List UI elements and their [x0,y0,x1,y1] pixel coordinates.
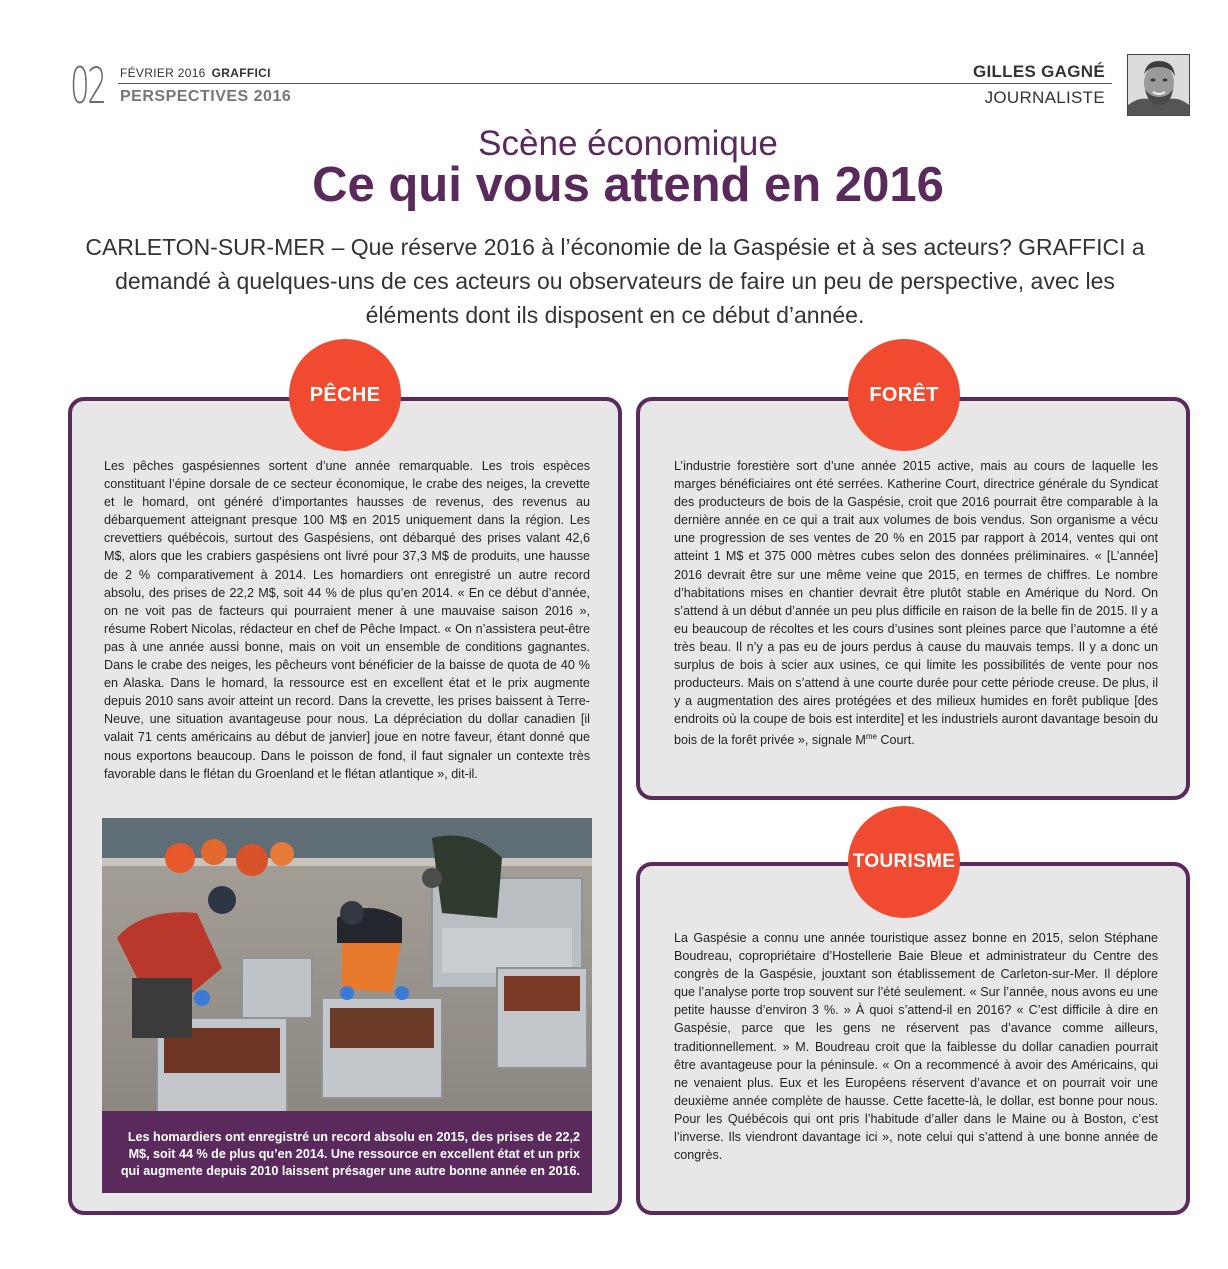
author-role: JOURNALISTE [984,88,1105,107]
issue-date [120,66,271,80]
tourisme-text: La Gaspésie a connu une année touristique assez bonne en 2015, selon Stéphane Boudreau, copropriétaire d’Hostellerie Baie Bleue et administrateur du Centre des congrès de la Gaspésie, jouxtant son établissement de Carleton-sur-Mer. Il déplore que l’analyse porte trop souvent sur l’été seulement. « Sur l’année, nous avons eu une petite hausse d’environ 3 %. » À quoi s’attend-il en 2016? « C’est difficile à dire en Gaspésie, parce que les gens ne réservent pas d’avance comme ailleurs, traditionnellement. » M. Boudreau croit que la faiblesse du dollar canadien pourrait être avantageuse pour la péninsule. « On a recommencé à avoir des Américains, qui ne venaient plus. Eux et les Européens réservent d’avance et on pourrait voir une deuxième année complète de hausse. Cette facette-là, le dollar, est bonne pour nous. Pour les Québécois qui ont pris l’habitude d’aller dans le Maine ou à Boston, c’est l’inverse. Ils viendront davantage ici », note celui qui s’attend à une bonne année de congrès. [674,931,1158,1163]
page-number: 02 [70,57,105,115]
foret-text-end: Court. [876,733,915,748]
foret-badge: FORÊT [848,339,960,451]
header-rule [118,83,1112,84]
foret-text-superscript: me [865,732,877,742]
article-kicker: Scène économique [478,124,778,163]
article-lead: CARLETON-SUR-MER – Que réserve 2016 à l’économie de la Gaspésie et à ses acteurs? GRAFFICI a demandé à quelques-uns de ces acteurs ou observateurs de faire un peu de perspective, avec les éléments dont ils disposent en ce début d’année. [85,234,1145,328]
article-headline: Ce qui vous attend en 2016 [312,158,944,212]
author-portrait-icon [1127,54,1190,116]
peche-badge: PÊCHE [289,339,401,451]
author-name: GILLES GAGNÉ [972,62,1105,81]
foret-text [674,457,1158,750]
publication-name: GRAFFICI [211,66,271,80]
tourisme-badge: TOURISME [848,806,960,918]
section-name: PERSPECTIVES 2016 [120,88,292,105]
foret-text-main: L’industrie forestière sort d’une année 2015 active, mais au cours de laquelle les marges bénéficiaires ont été serrées. Katherine Court, directrice générale du Syndicat des producteurs de bois de la Gaspésie, croit que 2016 pourrait être comparable à la dernière année en ce qui a trait aux volumes de bois vendus. Son organisme a vécu une progression de ses ventes de 20 % en 2015 par rapport à 2014, ventes qui ont atteint 1 M$ et 375 000 mètres cubes selon des données préliminaires. « [L’année] 2016 devrait être sur une même veine que 2015, en termes de chiffres. Le nombre d’habitations mises en chantier devrait être plutôt stable en Amérique du Nord. On s’attend à un début d’année un peu plus difficile en raison de la belle fin de 2015. Il y a eu beaucoup de récoltes et les cours d’usines sont pleines parce que l’automne a été très beau. Il n’y a pas eu de jours perdus à cause du mauvais temps. Il y a donc un surplus de bois à scier aux usines, ce qui limite les possibilités de vente pour nos producteurs. Mais on s’attend à une courte durée pour cette période creuse. De plus, il y a augmentation des aires protégées et des milieux humides en forêt publique [des endroits où la coupe de bois est interdite] et les industriels auront davantage besoin du bois de la forêt privée », signale M [674,459,1158,748]
issue-date-text: FÉVRIER 2016 [120,66,206,80]
peche-text: Les pêches gaspésiennes sortent d’une année remarquable. Les trois espèces constituant l’épine dorsale de ce secteur économique, le crabe des neiges, la crevette et le homard, ont généré d’importantes hausses de revenus, des revenus au débarquement atteignant presque 100 M$ en 2015 uniquement dans la région. Les crevettiers québécois, surtout des Gaspésiens, ont débarqué des prises valant 42,6 M$, alors que les crabiers gaspésiens ont livré pour 37,3 M$ de produits, une hausse de 2 % comparativement à 2014. Les homardiers ont enregistré un autre record absolu, des prises de 22,2 M$, soit 44 % de plus qu’en 2014. « En ce début d’année, on ne voit pas de facteurs qui pourraient mener à une mauvaise saison 2016 », résume Robert Nicolas, rédacteur en chef de Pêche Impact. « On n’assistera peut-être pas à une année aussi bonne, mais on voit un ensemble de conditions gagnantes. Dans le crabe des neiges, les pêcheurs vont bénéficier de la baisse de quota de 40 % en Alaska. Dans le homard, la ressource est en excellent état et le prix augmente depuis 2010 sans avoir atteint un record. Dans la crevette, les prises baissent à Terre-Neuve, une situation avantageuse pour nous. La dépréciation du dollar canadien [il valait 71 cents américains au début de janvier] joue en notre faveur, étant donné que nous exportons beaucoup. Dans le poisson de fond, il faut signaler un contexte très favorable dans le flétan du Groenland et le flétan atlantique », dit-il. [104,459,590,781]
photo-caption: Les homardiers ont enregistré un record absolu en 2015, des prises de 22,2 M$, soit 44 % de plus qu’en 2014. Une ressource en excellent état et un prix qui augmente depuis 2010 laissent présager une autre bonne année en 2016. [102,1111,592,1193]
lobster-crates-photo [102,818,592,1112]
